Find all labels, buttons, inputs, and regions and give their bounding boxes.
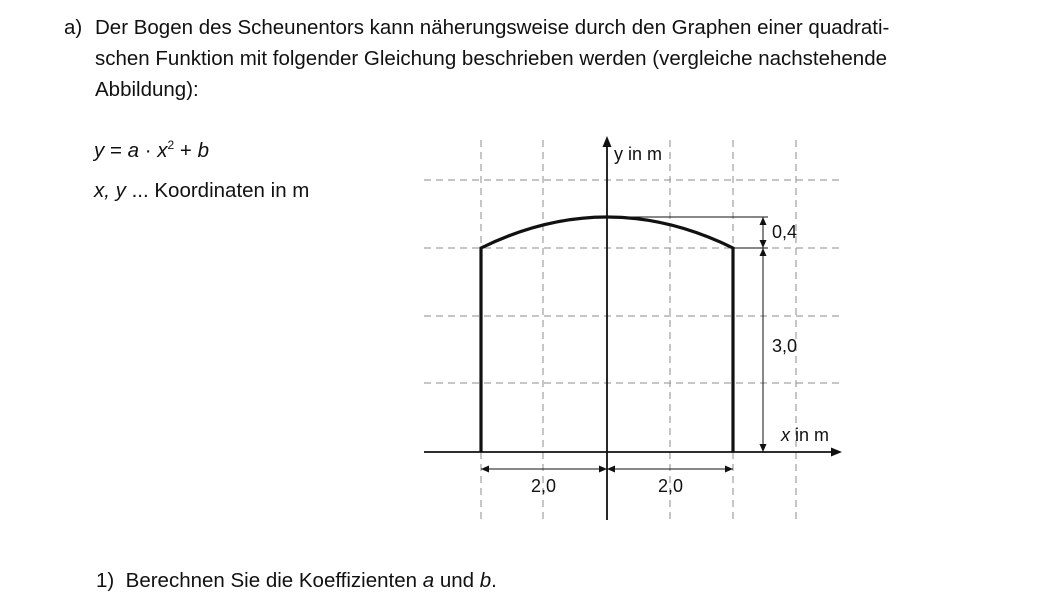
eq-y: y: [94, 139, 105, 162]
eq-exponent: 2: [167, 138, 175, 152]
dimension-arrowhead: [599, 466, 607, 473]
question-end: .: [491, 569, 497, 592]
y-axis-label: y in m: [614, 144, 663, 164]
dimension-arrowhead: [760, 240, 767, 248]
dimension-arrowhead: [607, 466, 615, 473]
question-text: Berechnen Sie die Koeffizienten: [125, 569, 423, 592]
task-label: a): [64, 16, 83, 39]
dimension-wall-label: 3,0: [772, 336, 798, 356]
eq-a: a: [127, 139, 140, 162]
task-line-3: Abbildung):: [95, 78, 199, 101]
dimension-arrowhead: [481, 466, 489, 473]
dimension-left-label: 2,0: [531, 476, 557, 496]
x-axis-label: [780, 425, 829, 445]
task-line-1: Der Bogen des Scheunentors kann näherungsweise durch den Graphen einer quadrati-: [95, 16, 890, 39]
dimension-arrowhead: [760, 248, 767, 256]
coords-vars: x, y: [94, 179, 126, 202]
task-line-2: schen Funktion mit folgender Gleichung beschrieben werden (vergleiche nachstehende: [95, 47, 888, 70]
question-var-b: b: [479, 569, 492, 592]
y-axis-arrow: [603, 136, 612, 147]
x-axis-label-unit: in m: [795, 425, 830, 445]
x-axis-arrow: [831, 448, 842, 457]
coords-rest: ... Koordinaten in m: [125, 179, 310, 202]
eq-b: b: [197, 139, 209, 162]
eq-plus: +: [174, 139, 198, 162]
dimension-arrowhead: [760, 444, 767, 452]
dimension-arch-label: 0,4: [772, 222, 798, 242]
question-und: und: [434, 569, 480, 592]
eq-dot: ·: [139, 139, 158, 162]
eq-equals: =: [104, 139, 128, 162]
question-var-a: a: [422, 569, 435, 592]
dimension-arrowhead: [725, 466, 733, 473]
eq-x: x: [157, 139, 168, 162]
grid: [424, 140, 840, 522]
question-number: 1): [96, 569, 115, 592]
x-axis-label-var: x: [781, 425, 790, 445]
dimension-arrowhead: [760, 217, 767, 225]
question-1: [96, 568, 497, 594]
dimension-right-label: 2,0: [658, 476, 684, 496]
